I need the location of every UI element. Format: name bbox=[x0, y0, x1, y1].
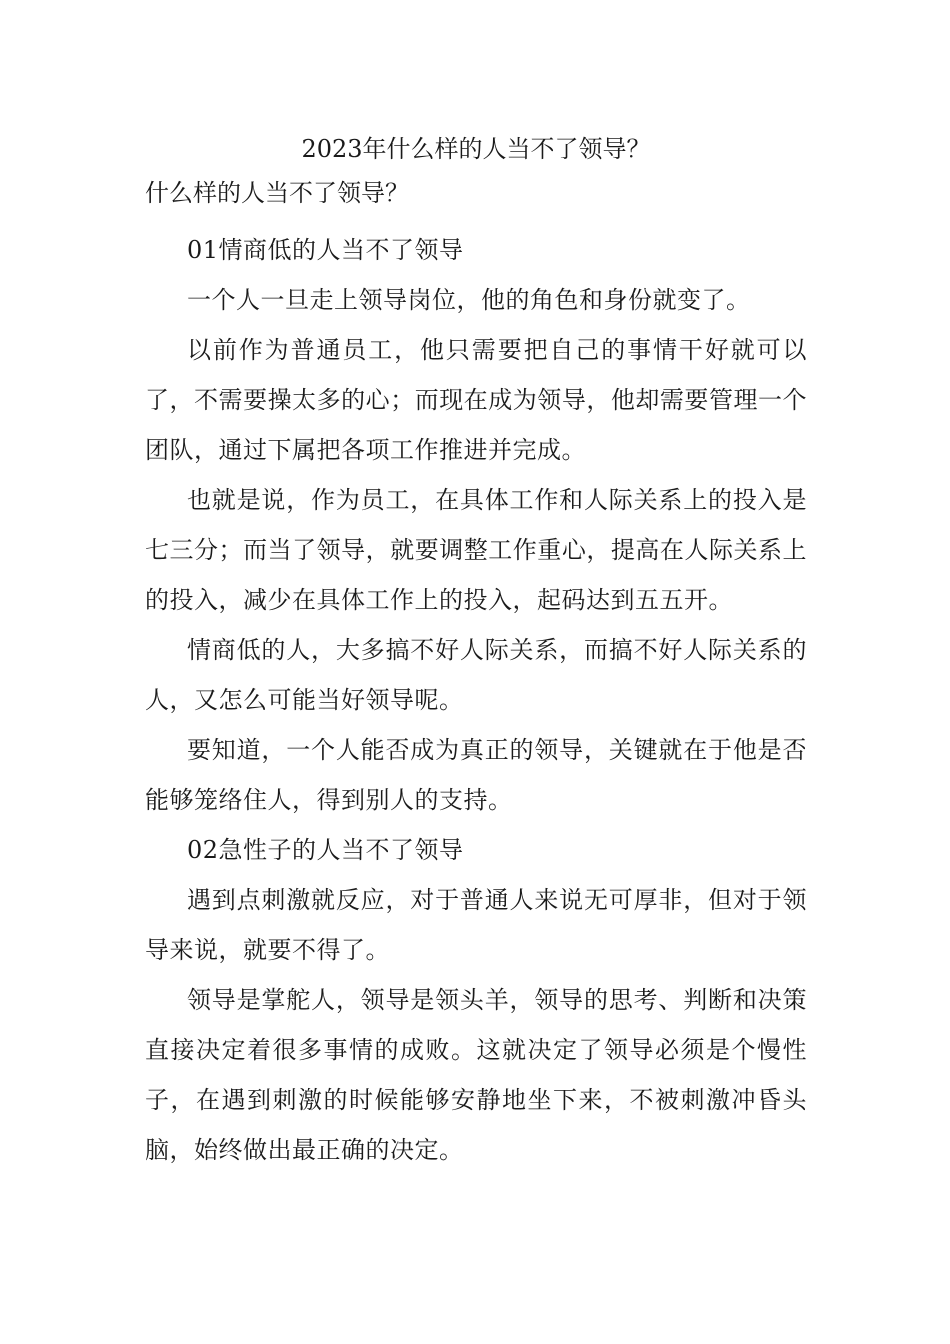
paragraph: 情商低的人，大多搞不好人际关系，而搞不好人际关系的人，又怎么可能当好领导呢。 bbox=[145, 636, 807, 714]
paragraph: 一个人一旦走上领导岗位，他的角色和身份就变了。 bbox=[187, 286, 751, 314]
document-page bbox=[145, 131, 807, 1175]
section-heading-02: 02急性子的人当不了领导 bbox=[187, 836, 464, 864]
paragraph: 领导是掌舵人，领导是领头羊，领导的思考、判断和决策直接决定着很多事情的成败。这就决定了领导必须是个慢性子，在遇到刺激的时候能够安静地坐下来，不被刺激冲昏头脑，始终做出最正确的决定。 bbox=[145, 986, 807, 1164]
paragraph: 以前作为普通员工，他只需要把自己的事情干好就可以了，不需要操太多的心；而现在成为领导，他却需要管理一个团队，通过下属把各项工作推进并完成。 bbox=[145, 336, 807, 464]
paragraph: 也就是说，作为员工，在具体工作和人际关系上的投入是七三分；而当了领导，就要调整工作重心，提高在人际关系上的投入，减少在具体工作上的投入，起码达到五五开。 bbox=[145, 486, 807, 614]
lead-question: 什么样的人当不了领导？ bbox=[145, 179, 409, 207]
paragraph: 遇到点刺激就反应，对于普通人来说无可厚非，但对于领导来说，就要不得了。 bbox=[145, 886, 807, 964]
document-title: 2023年什么样的人当不了领导？ bbox=[301, 135, 651, 163]
paragraph: 要知道，一个人能否成为真正的领导，关键就在于他是否能够笼络住人，得到别人的支持。 bbox=[145, 736, 807, 814]
section-heading-01: 01情商低的人当不了领导 bbox=[187, 236, 464, 264]
